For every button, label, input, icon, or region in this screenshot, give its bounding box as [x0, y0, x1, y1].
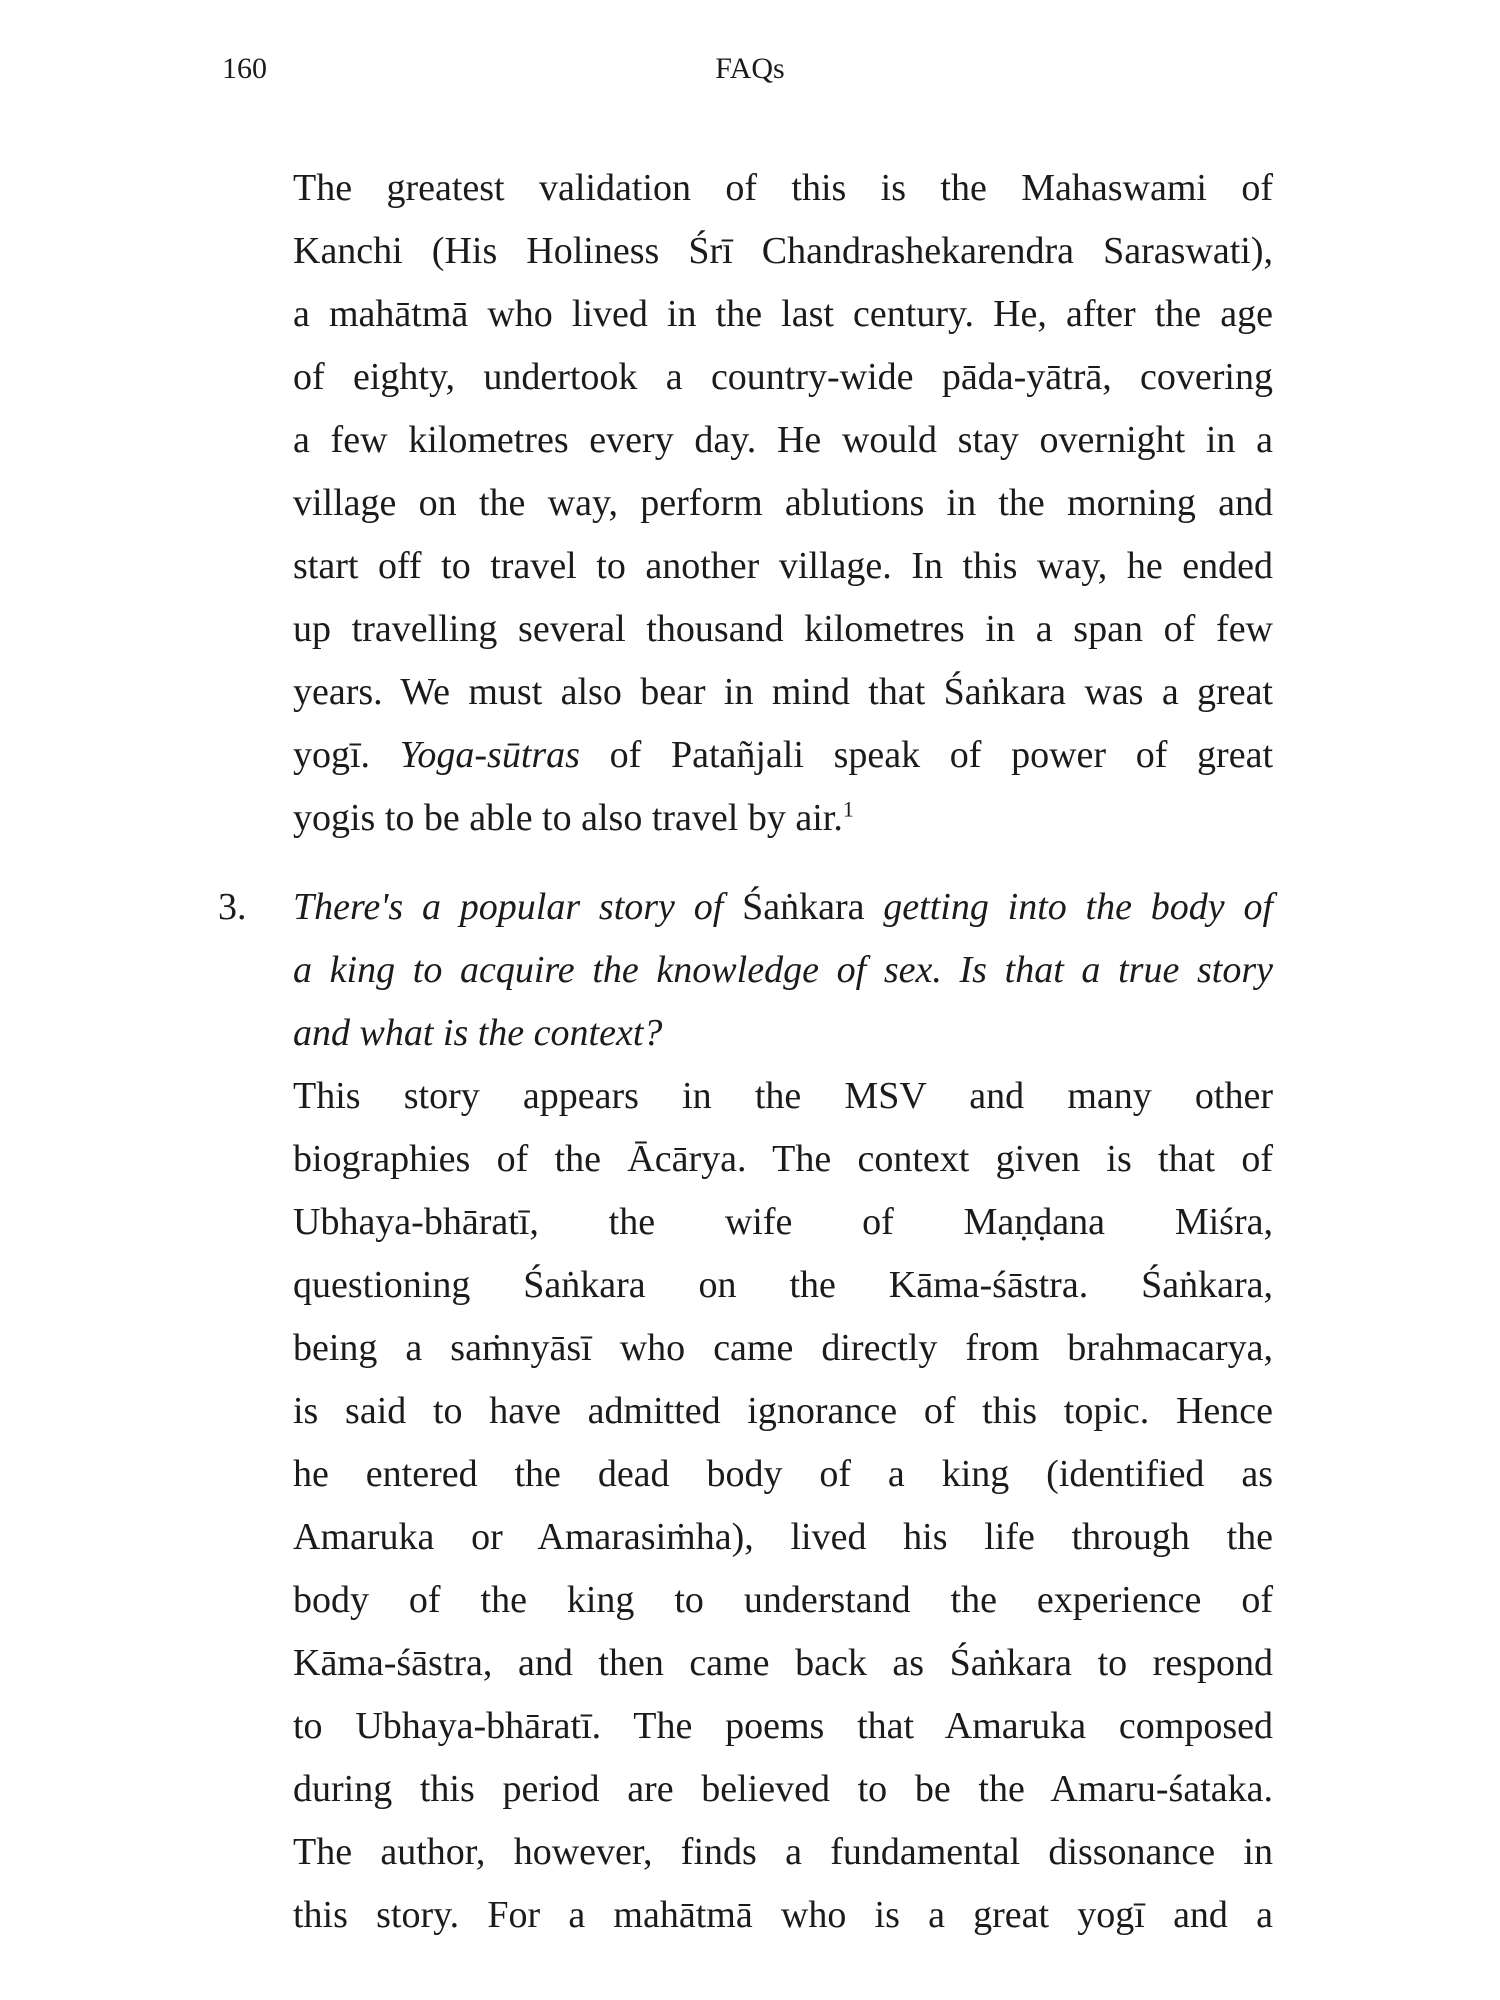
text-line: during this period are believed to be the Amaru-śataka. [293, 1768, 1273, 1810]
text-line: of eighty, undertook a country-wide pāda-yātrā, covering [293, 356, 1273, 398]
text-run: yogī. [293, 734, 371, 776]
question-line: a king to acquire the knowledge of sex. Is that a true story [293, 949, 1273, 991]
text-line: Kanchi (His Holiness Śrī Chandrashekarendra Saraswati), [293, 230, 1273, 272]
footnote-marker: 1 [842, 796, 854, 822]
text-run: yogis to be able to also travel by air. [293, 797, 843, 839]
roman-name: Śaṅkara [742, 886, 865, 928]
text-line: questioning Śaṅkara on the Kāma-śāstra. Śaṅkara, [293, 1264, 1273, 1306]
text-line: years. We must also bear in mind that Śaṅkara was a great [293, 671, 1273, 713]
question-line [293, 876, 1273, 939]
text-line: Kāma-śāstra, and then came back as Śaṅkara to respond [293, 1642, 1273, 1684]
text-line: a few kilometres every day. He would stay overnight in a [293, 419, 1273, 461]
page-number: 160 [222, 52, 267, 85]
text-line: to Ubhaya-bhāratī. The poems that Amaruka composed [293, 1705, 1273, 1747]
text-line: The author, however, finds a fundamental dissonance in [293, 1831, 1273, 1873]
text-line: The greatest validation of this is the Mahaswami of [293, 167, 1273, 209]
text-line: start off to travel to another village. In this way, he ended [293, 545, 1273, 587]
running-head [0, 44, 1500, 94]
question-line: and what is the context? [293, 1012, 663, 1054]
text-line: body of the king to understand the experience of [293, 1579, 1273, 1621]
text-line: village on the way, perform ablutions in the morning and [293, 482, 1273, 524]
text-line: is said to have admitted ignorance of this topic. Hence [293, 1390, 1273, 1432]
text-line: up travelling several thousand kilometres in a span of few [293, 608, 1273, 650]
text-line: Ubhaya-bhāratī, the wife of Maṇḍana Miśra, [293, 1201, 1273, 1243]
text-line: Amaruka or Amarasiṁha), lived his life through the [293, 1516, 1273, 1558]
question-number: 3. [218, 886, 247, 928]
text-line: he entered the dead body of a king (identified as [293, 1453, 1273, 1495]
text-run: There's a popular story of [293, 886, 724, 928]
chapter-title: FAQs [715, 52, 785, 85]
text-line [293, 787, 1273, 850]
text-line: being a saṁnyāsī who came directly from brahmacarya, [293, 1327, 1273, 1369]
italic-title: Yoga-sūtras [399, 734, 580, 776]
text-line: this story. For a mahātmā who is a great yogī and a [293, 1894, 1273, 1936]
text-line [293, 724, 1273, 787]
text-line: a mahātmā who lived in the last century. He, after the age [293, 293, 1273, 335]
text-line: This story appears in the MSV and many other [293, 1075, 1273, 1117]
text-run: getting into the body of [883, 886, 1274, 928]
text-run: of Patañjali speak of power of great [609, 734, 1274, 776]
text-line: biographies of the Ācārya. The context given is that of [293, 1138, 1273, 1180]
